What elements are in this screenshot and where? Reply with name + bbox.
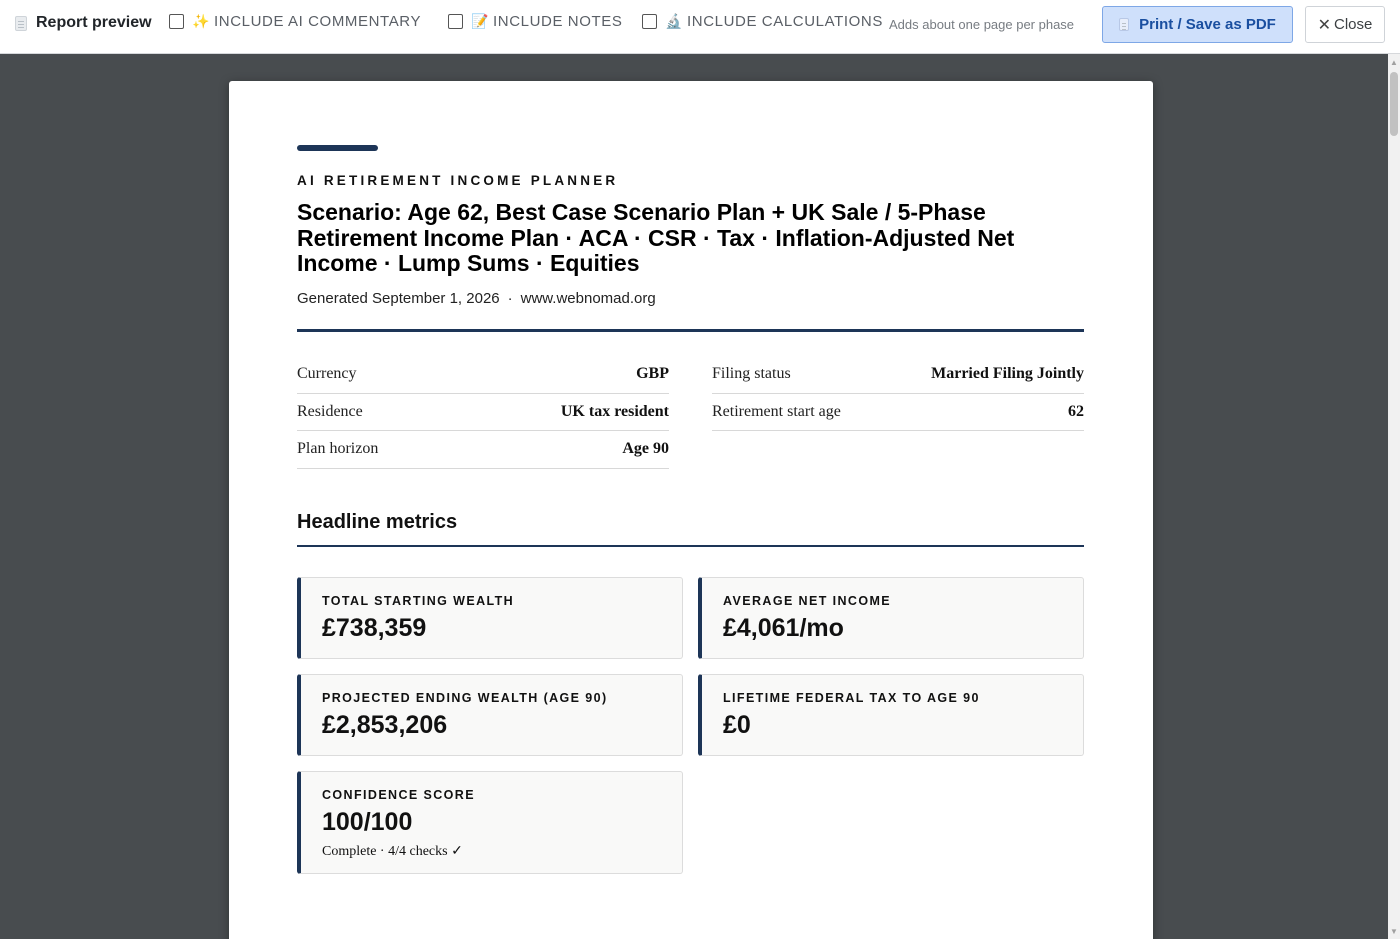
close-button[interactable] <box>1305 6 1385 43</box>
print-save-pdf-button[interactable] <box>1102 6 1293 43</box>
fact-row-plan-horizon <box>297 431 669 469</box>
title-divider <box>297 329 1084 332</box>
include-calculations-label: INCLUDE CALCULATIONS <box>687 13 883 30</box>
toolbar-title: Report preview <box>36 14 152 31</box>
facts-left <box>297 356 669 469</box>
accent-bar <box>297 145 378 151</box>
headline-metrics-heading: Headline metrics <box>297 511 458 533</box>
include-ai-commentary-option[interactable] <box>169 13 421 30</box>
metric-label: CONFIDENCE SCORE <box>322 788 475 802</box>
sparkles-icon: ✨ <box>192 13 210 29</box>
separator: · <box>507 290 513 307</box>
include-calculations-option[interactable] <box>642 13 883 30</box>
metric-card-confidence-score <box>297 771 683 874</box>
metric-card-lifetime-federal-tax <box>698 674 1084 756</box>
metric-label: PROJECTED ENDING WEALTH (AGE 90) <box>322 691 608 705</box>
section-divider <box>297 545 1084 547</box>
fact-value: Married Filing Jointly <box>931 365 1084 383</box>
fact-row-currency <box>297 356 669 394</box>
metric-card-average-net-income <box>698 577 1084 659</box>
include-ai-commentary-label: INCLUDE AI COMMENTARY <box>214 13 422 30</box>
scrollbar[interactable] <box>1388 54 1400 939</box>
website-text: www.webnomad.org <box>520 290 656 307</box>
generated-line <box>297 290 656 307</box>
scroll-up-arrow-icon[interactable]: ▲ <box>1390 58 1398 67</box>
fact-label: Filing status <box>712 365 791 383</box>
microscope-icon: 🔬 <box>665 13 683 29</box>
metric-label: AVERAGE NET INCOME <box>723 594 892 608</box>
report-preview-title <box>15 14 152 32</box>
scrollbar-thumb[interactable] <box>1390 72 1398 136</box>
fact-value: Age 90 <box>622 440 669 458</box>
fact-row-residence <box>297 394 669 432</box>
print-button-label: Print / Save as PDF <box>1139 16 1276 33</box>
include-notes-label: INCLUDE NOTES <box>493 13 623 30</box>
toolbar <box>0 0 1400 54</box>
include-notes-checkbox[interactable] <box>448 14 463 29</box>
fact-row-retirement-start-age <box>712 394 1084 432</box>
generated-date: Generated September 1, 2026 <box>297 290 500 307</box>
document-icon <box>15 16 27 31</box>
scroll-down-arrow-icon[interactable]: ▼ <box>1390 927 1398 936</box>
metric-subtext: Complete · 4/4 checks ✓ <box>322 844 463 859</box>
fact-label: Residence <box>297 402 363 420</box>
close-icon: ✕ <box>1317 16 1332 34</box>
metric-label: LIFETIME FEDERAL TAX TO AGE 90 <box>723 691 980 705</box>
metric-value: £738,359 <box>322 614 427 642</box>
metric-card-total-starting-wealth <box>297 577 683 659</box>
fact-label: Currency <box>297 365 357 383</box>
metric-card-projected-ending-wealth <box>297 674 683 756</box>
include-calculations-checkbox[interactable] <box>642 14 657 29</box>
metric-value: £0 <box>723 711 751 739</box>
report-eyebrow: AI RETIREMENT INCOME PLANNER <box>297 173 619 188</box>
scenario-title: Scenario: Age 62, Best Case Scenario Plan + UK Sale / 5-Phase Retirement Income Plan · ACA · CSR · Tax · Inflation-Adjusted Net Income · Lump Sums · Equities <box>297 199 1015 276</box>
include-ai-commentary-checkbox[interactable] <box>169 14 184 29</box>
include-notes-option[interactable] <box>448 13 623 30</box>
facts-right <box>712 356 1084 431</box>
fact-label: Retirement start age <box>712 402 841 420</box>
fact-value: UK tax resident <box>560 402 669 420</box>
document-icon <box>1119 18 1129 31</box>
metric-value: 100/100 <box>322 808 413 836</box>
fact-value: GBP <box>636 365 669 383</box>
memo-icon: 📝 <box>471 13 489 29</box>
metric-label: TOTAL STARTING WEALTH <box>322 594 515 608</box>
fact-value: 62 <box>1068 402 1084 420</box>
fact-label: Plan horizon <box>297 440 379 458</box>
metric-value: £4,061/mo <box>723 614 844 642</box>
report-page <box>229 81 1153 939</box>
fact-row-filing-status <box>712 356 1084 394</box>
calculations-hint: Adds about one page per phase <box>889 17 1075 32</box>
metric-value: £2,853,206 <box>322 711 448 739</box>
close-button-label: Close <box>1334 16 1373 33</box>
